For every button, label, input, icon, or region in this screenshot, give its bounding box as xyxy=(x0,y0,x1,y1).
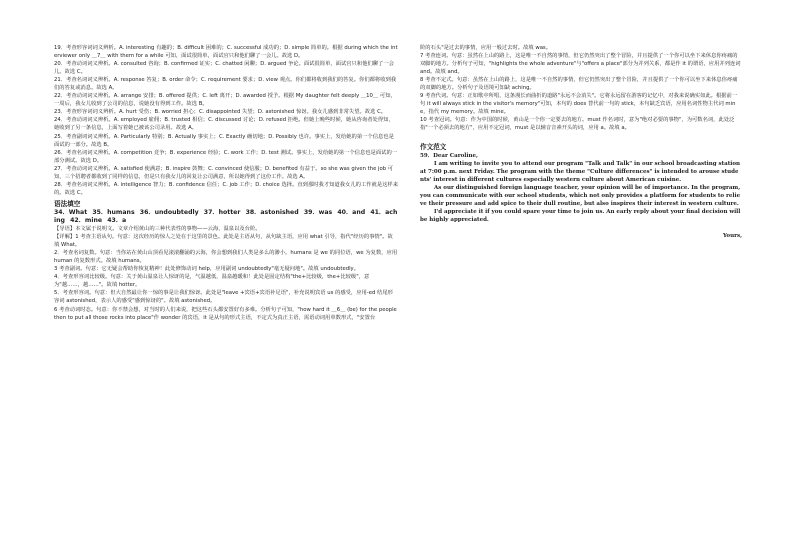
section-title-grammar: 语法填空 xyxy=(54,199,81,208)
section-title-essay: 作文范文 xyxy=(420,142,447,151)
answer-explanation-26: 26．考查名词词义辨析。A. competition 竞争；B. experience 经验；C. work 工作；D. test 测试。事实上，发给她的第一个信息也是面试的一部分测试。故选 D。 xyxy=(54,149,398,164)
detail-explanation-3: 3 考查副词。句意：它无疑会帮助你恢复精神！此处修饰动词 help，应用副词 undoubtedly"毫无疑问地"。故填 undoubtedly。 xyxy=(54,266,359,273)
detail-explanation-5: 5．考查形容词。句意：但大自然最让你一惊的事是让我们惊讶。此处是"leave +宾语+宾语补足语"，补充说明宾语 us 的感受，应用-ed 结尾形容词 astonished，表示人的感受"感到惊讶的"。故填 astonished。 xyxy=(54,290,393,305)
detail-explanation-6: 6 考查动词时态。句意：你不禁会想，对当时的人们来说，把这些石头都安置好有多难。分析句子可知，"how hard it ＿6＿ (be) for the people then to put all those rocks into place"作 wonder 的宾语，it 是从句的形式主语，不定式为真正主语，需语动词用单数形式，"安置台 xyxy=(54,306,397,321)
detail-explanation-4: 4．考查形容词比较级。句意：关于黄山温泉让人惊讶的是，气温越低，温泉越暖和！此处是固定结构"the+比较级，the+比较级"，意为"越……，越……"。故填 hotter。 xyxy=(54,274,370,289)
letter-paragraph-2: As our distinguished foreign language teacher, your opinion will be of importance. In the program, you can communicate with our school students, which not only provides a platform for students to relieve their pressure and add spice to their dull routine, but also inspires their interest in western culture. xyxy=(420,184,741,207)
answer-explanation-20: 20．考查动词词义辨析。A. consulted 咨询；B. confirmed 证实；C. chatted 闲聊；D. argued 争论。面试很简单，面试官只和他们聊了一会儿。故选 C。 xyxy=(54,61,394,76)
answer-explanation-22: 22．考查动词词义辨析。A. arrange 安排；B. offered 提供；C. left 离开；D. awarded 授予。根据 My daughter felt deeply ＿10＿ 可知，一周后，我女儿收到了公司的信息，说她没有得到工作。故选 B。 xyxy=(54,93,396,108)
detail-explanation-8: 8 考查不定式。句意：虽然在上山的路上，这是唯一不自然的事情，但它仍然突出了整个冒险，并且提供了一个你可以坐下来休息你疼痛的双脚的地方。分析句子及语境可知缺 aching。 xyxy=(420,77,738,92)
answer-explanation-21: 21．考查名词词义辨析。A. response 答复；B. order 命令；C. requirement 要求；D. view 观点。你们都将收到我们的答复。你们都将收到我们的答复或消息。故选 A。 xyxy=(54,77,397,92)
letter-signature: Yours, xyxy=(722,232,742,239)
detail-explanation-2: 2．考查名词复数。句意：当你站在黄山山顶看见滚滚翻涌的云海，你会想到我们人类是多么的渺小。humans 是 we 的同位语，we 为复数，应用 human 的复数形式。故填 humans。 xyxy=(54,250,398,265)
letter-paragraph-3: I'd appreciate it if you could spare your time to join us. An early reply about your final decision will be highly appreciated. xyxy=(420,208,741,223)
letter-heading: 59．Dear Caroline, xyxy=(420,152,478,159)
answer-explanation-23: 23．考查形容词词义辨析。A. hurt 受伤；B. worried 担心；C. disappointed 失望；D. astonished 惊讶。我女儿感到非常失望。故选 C。 xyxy=(54,109,387,116)
detail-explanation-9: 9 考查代词。句意：正如歌中所唱，这条漫长而曲折的道路"永远不会消失"。它将永远留在游客的记忆中，对我来说确实如此。根据前一句 it will always stick in the visitor's memory"可知，本句的 does 替代前一句的 stick，本句缺乏宾语，应用名词性物主代词 mine，指代 my memory。故填 mine。 xyxy=(420,93,738,116)
detail-explanation-6-cont: 阶的石头"是过去的事情，应用一般过去时。故填 was。 xyxy=(420,45,551,51)
answer-explanation-27: 27．考查动词词义辨析。A. satisfied 使满意；B. inspire 鼓舞；C. convinced 使信服；D. benefited 有益于。so she was given the job 可知，三个招聘者都收到了同样的信息，但是只有我女儿的回复让公司满意，所以她得到了这份工作。故选 A。 xyxy=(54,165,394,180)
detail-explanation-1: 【详解】1 考查主语从句。句意：这次经历的惊人之处在于这里的景色。此处是主语从句，从句缺主语，应用 what 引导，指代"经历的事情"。故填 What。 xyxy=(54,234,393,249)
letter-paragraph-1: I am writing to invite you to attend our program "Talk and Talk" in our school broadcasting station at 7:00 p.m. next Friday. The program with the theme "Culture differences" is intended to arouse students' interest in different cultures especially western culture about American cuisine. xyxy=(420,160,741,183)
answer-explanation-28: 28．考查名词词义辨析。A. intelligence 智力；B. confidence 信任；C. job 工作；D. choice 选择。直到那时我才知道我女儿的工作就是这样来的。故选 C。 xyxy=(54,181,399,196)
answer-explanation-25: 25．考查副词词义辨析。A. Particularly 特别；B. Actually 事实上；C. Exactly 确切地；D. Possibly 也许。事实上，发给她的第一个信息也是面试的一部分。故选 B。 xyxy=(54,133,394,148)
detail-explanation-7: 7 考查连词。句意：虽然在上山的路上，这是唯一不自然的事情，但它仍然突出了整个冒险，并且提供了一个你可以坐下来休息你疼痛的双脚的地方。分析句子可知，"highlights the whole adventure"与"offers a place"部分为并列关系，都是作 it 的谓语，应用并列连词 and。故填 and。 xyxy=(420,53,741,76)
right-column xyxy=(420,44,742,240)
left-column xyxy=(54,44,398,322)
answer-explanation-24: 24．考查动词词义辨析。A. employed 雇佣；B. trusted 相信；C. discussed 讨论；D. refused 拒绝。但她上晚些时候，她从咨询者处得知，她收到了另一条信息，上面写着她已被该公司录用。故选 A。 xyxy=(54,117,394,132)
detail-explanation-10: 10 考查冠词。句意：作为中国的时候，黄山是一个你一定要去的地方。must 作名词时，意为"绝对必要的事物"，为可数名词，此处泛指"一个必须去的地方"，应用不定冠词，must 是以辅音音素开头的词，应用 a。故填 a。 xyxy=(420,117,735,132)
answer-explanation-19: 19．考查形容词词义辨析。A. interesting 有趣的；B. difficult 困难的；C. successful 成功的；D. simple 简单的。根据 during which the interviewer only ＿7＿ with them for a while 可知，面试很简单，面试官只和他们聊了一会儿。故选 D。 xyxy=(54,45,398,60)
passage-intro: 【导语】本文属于说明文。文章介绍黄山的三种代表性的事物——云海，温泉以及台阶。 xyxy=(54,226,261,233)
answers-line: 34．What 35．humans 36．undoubtedly 37．hotter 38．astonished 39．was 40．and 41．aching 42．mine 43．a xyxy=(54,208,398,224)
